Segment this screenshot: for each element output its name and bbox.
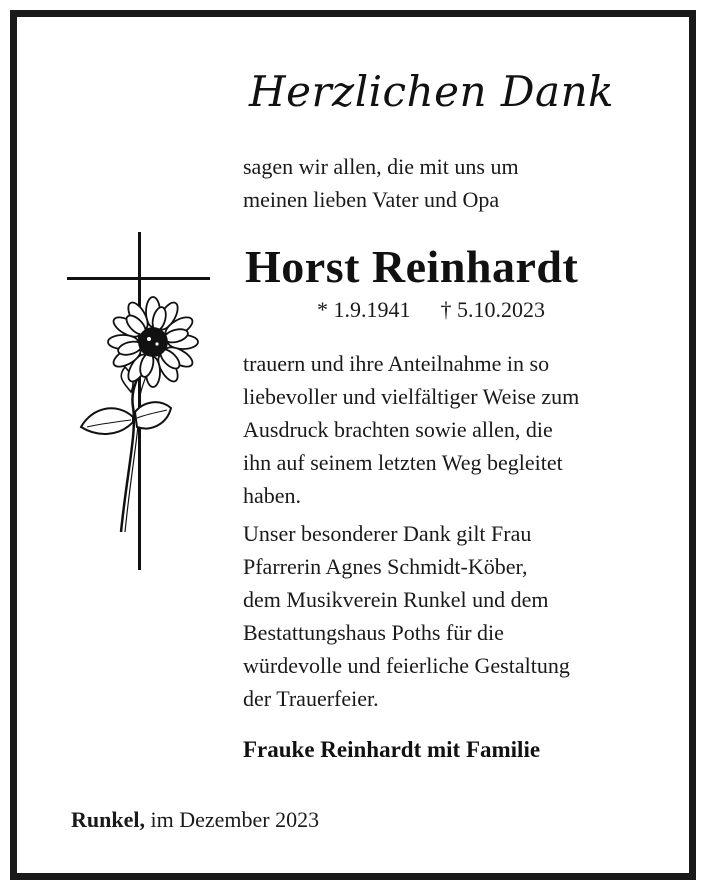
footer-date: im Dezember 2023 xyxy=(150,807,320,832)
intro-line: meinen lieben Vater und Opa xyxy=(243,187,500,212)
paragraph-line: haben. xyxy=(243,483,302,508)
paragraph-line: Bestattungshaus Poths für die xyxy=(243,620,504,645)
paragraph-line: ihn auf seinem letzten Weg begleitet xyxy=(243,450,563,475)
paragraph-line: Ausdruck brachten sowie allen, die xyxy=(243,417,553,442)
paragraph-line: würdevolle und feierliche Gestaltung xyxy=(243,653,570,678)
paragraph-special-thanks xyxy=(243,517,570,715)
heading: Herzlichen Dank xyxy=(249,67,615,116)
intro-text xyxy=(243,150,519,216)
life-dates xyxy=(317,297,545,323)
paragraph-line: trauern und ihre Anteilnahme in so xyxy=(243,351,550,376)
death-date: † 5.10.2023 xyxy=(440,297,545,322)
birth-date: * 1.9.1941 xyxy=(317,297,411,322)
deceased-name: Horst Reinhardt xyxy=(245,241,579,292)
place-date-line xyxy=(71,807,319,833)
paragraph-thanks xyxy=(243,347,579,512)
paragraph-line: Pfarrerin Agnes Schmidt-Köber, xyxy=(243,554,528,579)
paragraph-line: Unser besonderer Dank gilt Frau xyxy=(243,521,532,546)
paragraph-line: liebevoller und vielfältiger Weise zum xyxy=(243,384,580,409)
paragraph-line: dem Musikverein Runkel und dem xyxy=(243,587,549,612)
cross-with-sunflower-icon xyxy=(67,232,217,572)
paragraph-line: der Trauerfeier. xyxy=(243,686,379,711)
footer-place: Runkel, xyxy=(71,807,145,832)
signature: Frauke Reinhardt mit Familie xyxy=(243,737,541,762)
intro-line: sagen wir allen, die mit uns um xyxy=(243,154,519,179)
obituary-card xyxy=(10,10,696,880)
